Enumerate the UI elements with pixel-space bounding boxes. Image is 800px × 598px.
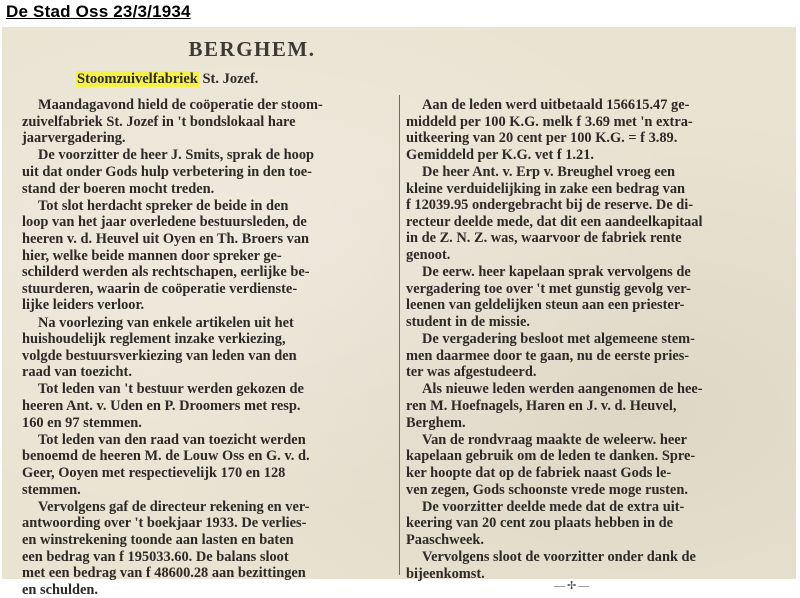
text-line: en schulden.	[22, 581, 98, 598]
right-column	[406, 97, 792, 582]
text-line: en winstrekening toonde aan lasten en baten	[22, 532, 294, 548]
paragraph	[406, 499, 792, 549]
text-line: ter was afgestudeerd.	[406, 364, 537, 381]
text-line: De voorzitter deelde mede dat de extra uit-	[422, 498, 685, 515]
text-line: Vervolgens sloot de voorzitter onder dank de	[422, 549, 696, 566]
text-line: Paaschweek.	[406, 532, 484, 548]
text-line: Berghem.	[406, 414, 466, 431]
paragraph	[406, 164, 792, 264]
article-subheading	[76, 71, 258, 88]
text-line: De heer Ant. v. Erp v. Breughel vroeg een	[422, 163, 676, 180]
text-line: Van de rondvraag maakte de weleerw. heer	[422, 431, 687, 448]
paragraph	[406, 331, 792, 381]
text-line: stuurderen, waarin de coöperatie verdienste-	[22, 280, 298, 297]
paragraph	[406, 549, 792, 582]
left-column	[22, 97, 390, 598]
text-line: schilderd werden als rechtschapen, eerlijke be-	[22, 264, 310, 281]
paragraph	[22, 147, 390, 197]
highlighted-term: Stoomzuivelfabriek	[77, 71, 198, 87]
paragraph	[22, 315, 390, 381]
column-divider	[399, 95, 400, 575]
text-line: stand der boeren mocht treden.	[22, 180, 215, 197]
text-line: Als nieuwe leden werden aangenomen de hee-	[422, 381, 703, 398]
article-heading: BERGHEM.	[188, 37, 316, 61]
text-line: middeld per 100 K.G. melk f 3.69 met 'n extra-	[406, 113, 693, 130]
paragraph	[406, 264, 792, 330]
text-line: kleine verduidelijking in zake een bedrag van	[406, 180, 686, 197]
paragraph	[22, 97, 390, 147]
text-line: Maandagavond hield de coöperatie der stoom-	[38, 97, 323, 113]
text-line: recteur deelde mede, dat dit een aandeelkapitaal	[406, 213, 703, 230]
text-line: volgde bestuursverkiezing van leden van den	[22, 347, 297, 364]
text-line: Vervolgens gaf de directeur rekening en ver-	[38, 498, 310, 515]
text-line: een bedrag van f 195033.60. De balans sloot	[22, 548, 289, 565]
text-line: Geer, Ooyen met respectievelijk 170 en 128	[22, 465, 286, 482]
text-line: ven zegen, Gods schoonste vrede moge rusten.	[406, 481, 688, 498]
text-line: kapelaan gebruik om de leden te danken. Spre-	[406, 448, 696, 465]
text-line: keering van 20 cent zou plaats hebben in de	[406, 515, 674, 532]
text-line: Na voorlezing van enkele artikelen uit het	[38, 314, 294, 331]
text-line: Gemiddeld per K.G. vet f 1.21.	[406, 146, 594, 163]
text-line: Aan de leden werd uitbetaald 156615.47 ge-	[422, 97, 690, 113]
text-line: jaarvergadering.	[22, 130, 126, 147]
paragraph	[22, 381, 390, 431]
text-line: hier, welke beide mannen door spreker ge-	[22, 247, 282, 264]
text-line: genoot.	[406, 246, 451, 263]
text-line: antwoording over 't boekjaar 1933. De verlies-	[22, 515, 307, 532]
text-line: ren M. Hoefnagels, Haren en J. v. d. Heuvel,	[406, 398, 677, 415]
text-line: leenen van geldelijken steun aan een priester-	[406, 297, 685, 314]
newspaper-clipping	[2, 27, 796, 598]
end-mark: —✢—	[554, 580, 592, 592]
text-line: stemmen.	[22, 481, 81, 498]
text-line: in de Z. N. Z. was, waarvoor de fabriek rente	[406, 230, 682, 247]
text-line: lijke leiders verloor.	[22, 297, 145, 314]
text-line: 160 en 97 stemmen.	[22, 414, 142, 431]
text-line: uitkeering van 20 cent per 100 K.G. = f 3.89.	[406, 130, 678, 147]
text-line: men daarmee door te gaan, nu de eerste pries-	[406, 347, 690, 364]
subheading-rest: St. Jozef.	[198, 71, 259, 87]
paragraph	[22, 432, 390, 498]
text-line: Tot slot herdacht spreker de beide in den	[38, 197, 289, 214]
text-line: f 12039.95 ondergebracht bij de reserve. De di-	[406, 197, 694, 214]
paragraph	[22, 198, 390, 314]
text-line: ker hoopte dat op de fabriek naast Gods le-	[406, 465, 672, 482]
paragraph	[406, 97, 792, 163]
paragraph	[406, 381, 792, 431]
text-line: heeren Ant. v. Uden en P. Droomers met resp.	[22, 398, 301, 415]
text-line: De vergadering besloot met algemeene stem-	[422, 331, 695, 348]
text-line: De eerw. heer kapelaan sprak vervolgens de	[422, 264, 691, 281]
text-line: benoemd de heeren M. de Louw Oss en G. v. d.	[22, 448, 310, 465]
paragraph	[22, 499, 390, 598]
text-line: bijeenkomst.	[406, 565, 485, 582]
text-line: student in de missie.	[406, 313, 530, 330]
text-line: loop van het jaar overledene bestuursleden, de	[22, 214, 307, 231]
paragraph	[406, 432, 792, 498]
text-line: zuivelfabriek St. Jozef in 't bondslokaal hare	[22, 113, 296, 130]
text-line: Tot leden van 't bestuur werden gekozen de	[38, 381, 304, 398]
text-line: raad van toezicht.	[22, 364, 132, 381]
text-line: De voorzitter de heer J. Smits, sprak de hoop	[38, 147, 315, 164]
text-line: heeren v. d. Heuvel uit Oyen en Th. Broers van	[22, 230, 310, 247]
text-line: huishoudelijk reglement inzake verkiezing,	[22, 331, 286, 348]
text-line: Tot leden van den raad van toezicht werden	[38, 431, 306, 448]
text-line: met een bedrag van f 48600.28 aan bezittingen	[22, 565, 306, 582]
source-header: De Stad Oss 23/3/1934	[6, 2, 191, 21]
text-line: uit dat onder Gods hulp verbetering in den toe-	[22, 163, 312, 180]
text-line: vergadering toe over 't met gunstig gevolg ver-	[406, 280, 691, 297]
